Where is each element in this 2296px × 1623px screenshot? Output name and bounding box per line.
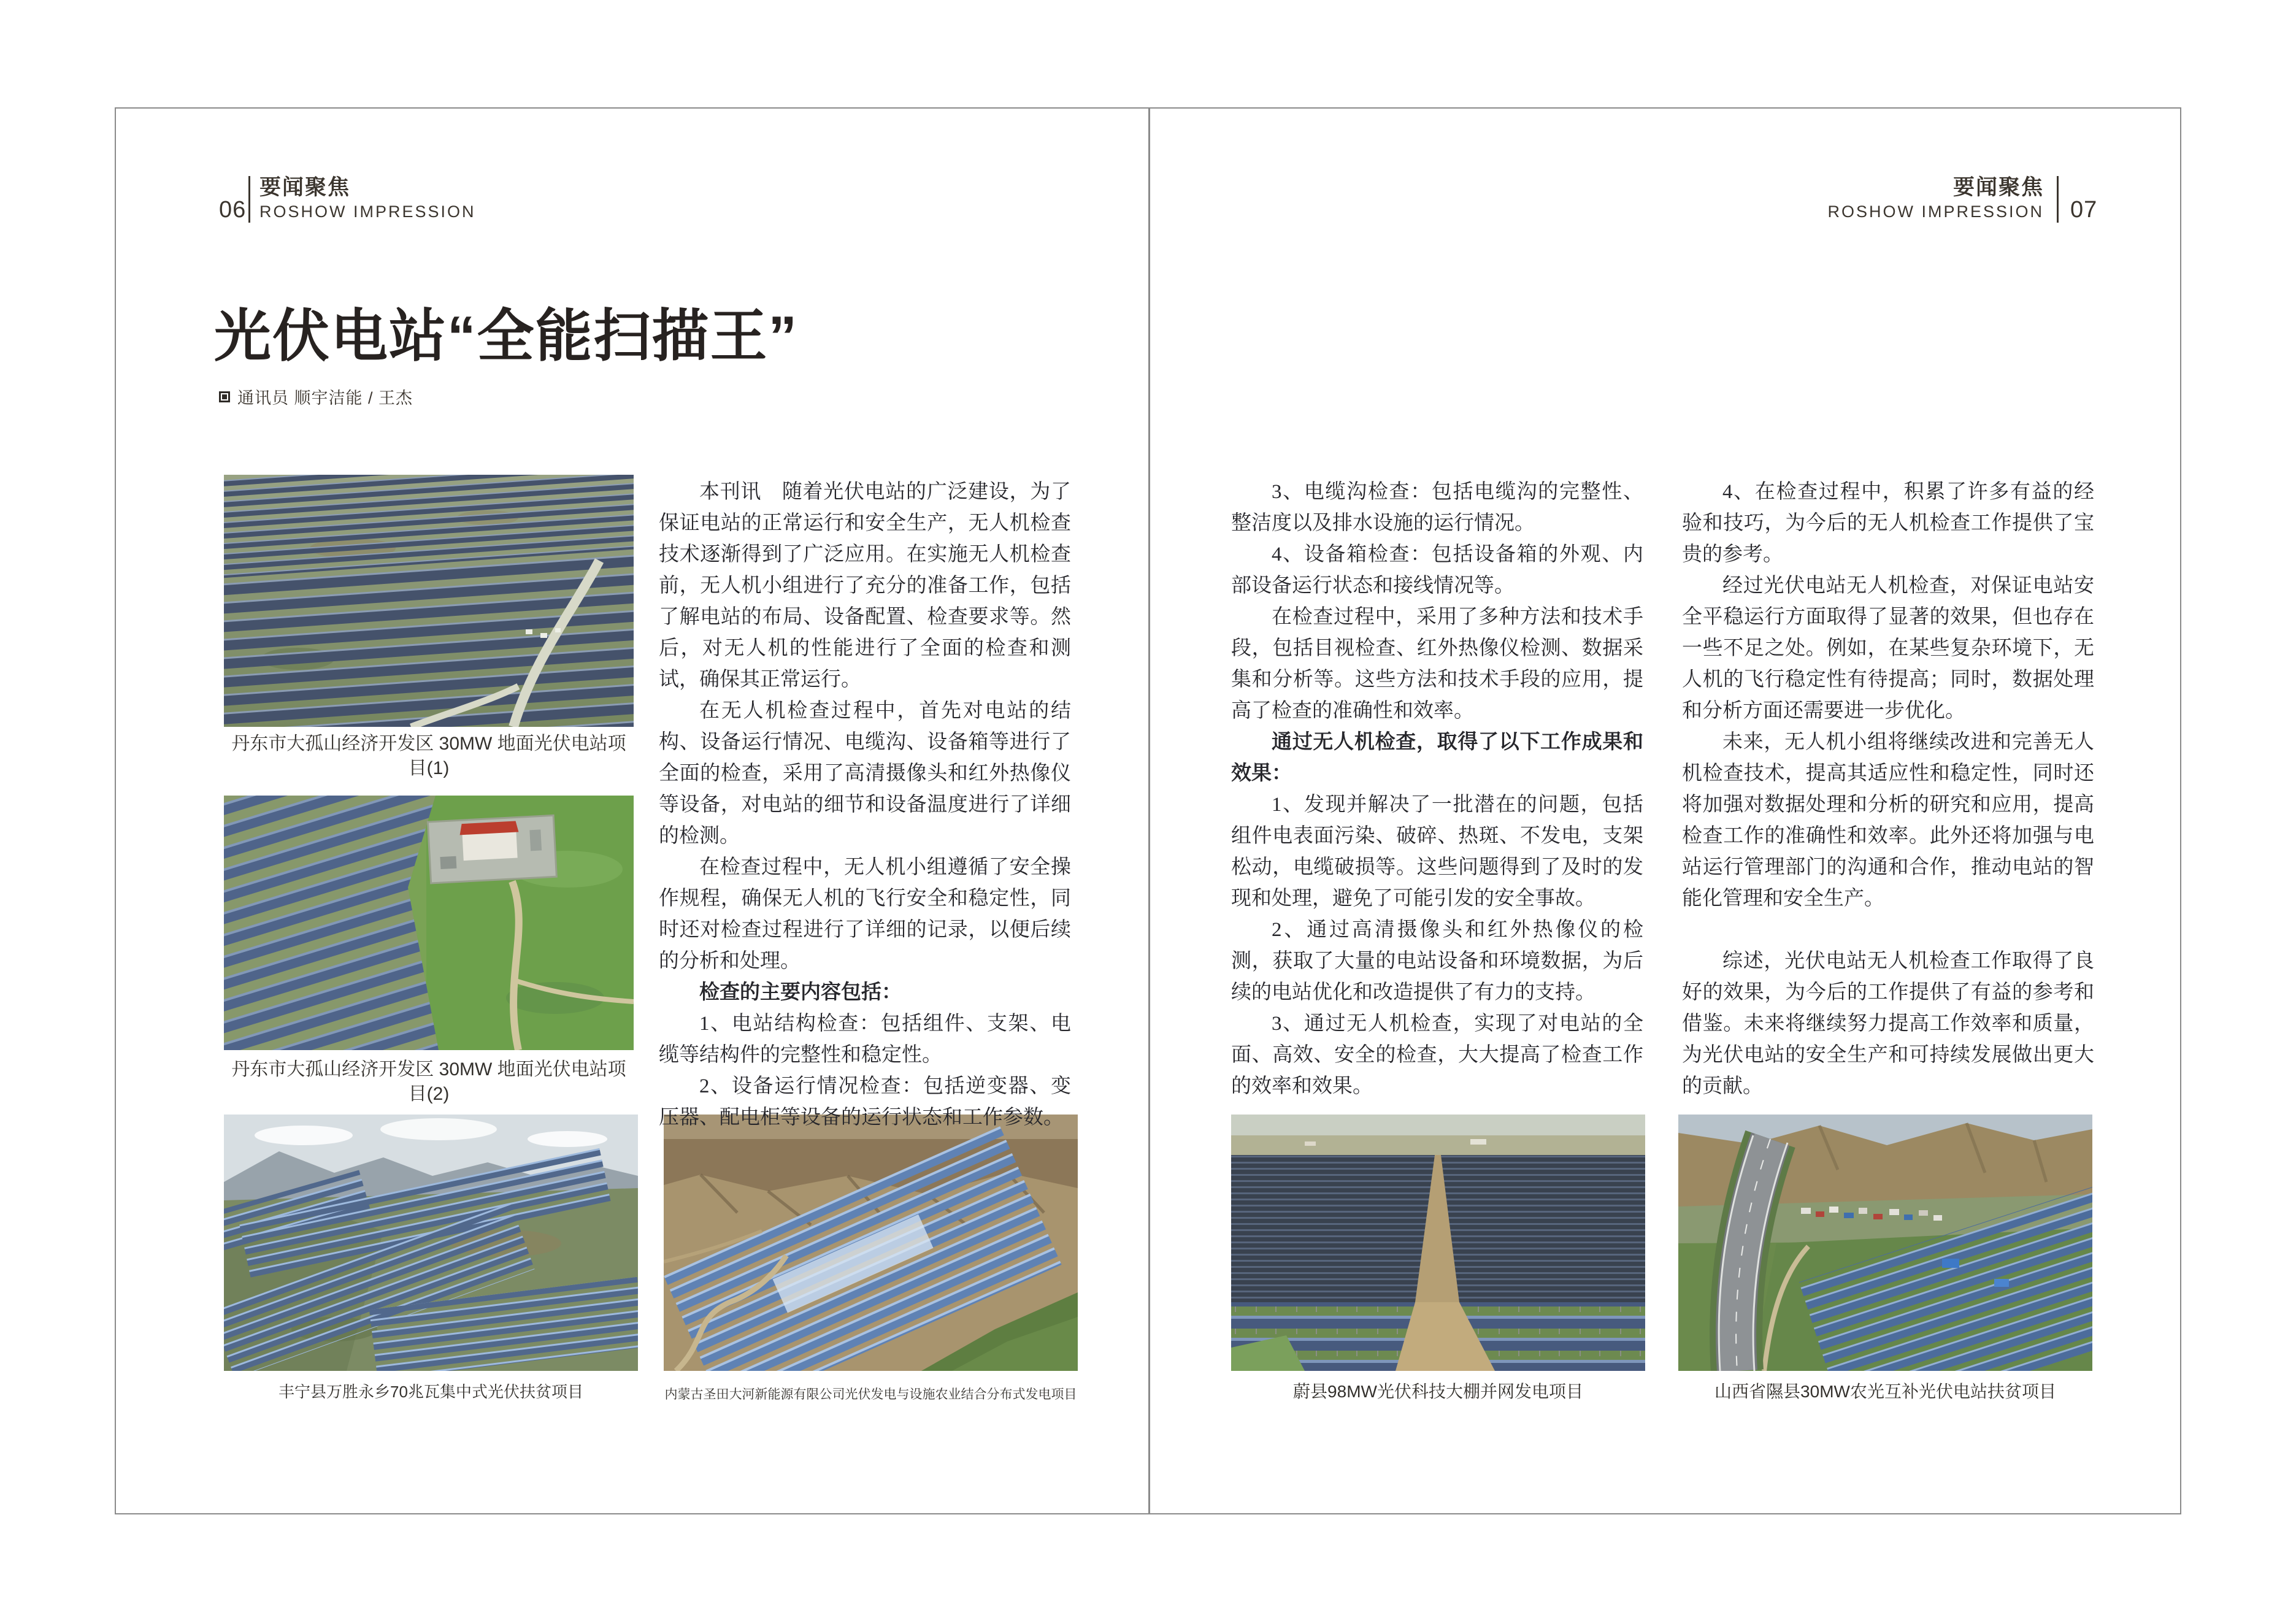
solar-farm-aerial-illustration — [224, 475, 634, 727]
paragraph: 3、通过无人机检查，实现了对电站的全面、高效、安全的检查，大大提高了检查工作的效率和效果。 — [1231, 1013, 1643, 1097]
right-section-title-cn: 要闻聚焦 — [1952, 175, 2044, 199]
paragraph: 1、电站结构检查：包括组件、支架、电缆等结构件的完整性和稳定性。 — [659, 1013, 1071, 1066]
paragraph: 在检查过程中，采用了多种方法和技术手段，包括目视检查、红外热像仪检测、数据采集和分析等。这些方法和技术手段的应用，提高了检查的准确性和效率。 — [1231, 606, 1643, 722]
paragraph-bold: 通过无人机检查，取得了以下工作成果和效果： — [1231, 731, 1643, 785]
paragraph-spacer — [1682, 915, 2094, 946]
byline — [219, 385, 413, 409]
paragraph: 未来，无人机小组将继续改进和完善无人机检查技术，提高其适应性和稳定性，同时还将加强对数据处理和分析的研究和应用，提高检查工作的准确性和效率。此外还将加强与电站运行管理部门的沟通和合作，推动电站的智能化管理和安全生产。 — [1682, 731, 2094, 910]
photo-caption: 山西省隰县30MW农光互补光伏电站扶贫项目 — [1714, 1382, 2056, 1401]
article-title: 光伏电站“全能扫描王” — [214, 304, 798, 368]
left-section-title-cn: 要闻聚焦 — [259, 175, 351, 199]
mountain-solar-farm-illustration — [224, 1115, 638, 1371]
left-section-title-en: ROSHOW IMPRESSION — [259, 202, 476, 221]
paragraph: 在无人机检查过程中，首先对电站的结构、设备运行情况、电缆沟、设备箱等进行了全面的检查，采用了高清摄像头和红外热像仪等设备，对电站的细节和设备温度进行了详细的检测。 — [659, 700, 1071, 847]
paragraph-bold: 检查的主要内容包括： — [699, 981, 902, 1003]
photo-neimenggu — [664, 1115, 1078, 1371]
highway-and-solar-farm-illustration — [1678, 1115, 2092, 1371]
paragraph: 3、电缆沟检查：包括电缆沟的完整性、整洁度以及排水设施的运行情况。 — [1231, 481, 1643, 534]
right-page-number: 07 — [2070, 197, 2098, 223]
left-article-column — [659, 477, 1071, 1129]
paragraph: 1、发现并解决了一批潜在的问题，包括组件电表面污染、破碎、热斑、不发电，支架松动，电缆破损等。这些问题得到了及时的发现和处理，避免了可能引发的安全事故。 — [1231, 794, 1643, 910]
photo-fengning — [224, 1115, 638, 1371]
photo-xixian — [1678, 1115, 2092, 1371]
paragraph: 在检查过程中，无人机小组遵循了安全操作规程，确保无人机的飞行安全和稳定性，同时还对检查过程进行了详细的记录，以便后续的分析和处理。 — [659, 856, 1071, 972]
photo-caption: 丹东市大孤山经济开发区 30MW 地面光伏电站项目(1) — [231, 734, 626, 778]
paragraph: 4、设备箱检查：包括设备箱的外观、内部设备运行状态和接线情况等。 — [1231, 543, 1643, 597]
photo-caption: 内蒙古圣田大河新能源有限公司光伏发电与设施农业结合分布式发电项目 — [664, 1387, 1077, 1402]
right-article-column-1 — [1231, 477, 1643, 1115]
page-divider — [1148, 109, 1150, 1513]
left-header-divider-bar — [248, 176, 250, 223]
greenhouse-solar-farm-illustration — [1231, 1115, 1645, 1371]
paragraph: 4、在检查过程中，积累了许多有益的经验和技巧，为今后的无人机检查工作提供了宝贵的参考。 — [1682, 481, 2094, 566]
paragraph: 经过光伏电站无人机检查，对保证电站安全平稳运行方面取得了显著的效果，但也存在一些不足之处。例如，在某些复杂环境下，无人机的飞行稳定性有待提高；同时，数据处理和分析方面还需要进一步优化。 — [1682, 575, 2094, 722]
right-section-title-en: ROSHOW IMPRESSION — [1827, 202, 2044, 221]
solar-farm-with-building-illustration — [224, 796, 634, 1050]
desert-solar-farm-illustration — [664, 1115, 1078, 1371]
right-article-column-2 — [1682, 477, 2094, 1115]
paragraph: 综述，光伏电站无人机检查工作取得了良好的效果，为今后的工作提供了有益的参考和借鉴。未来将继续努力提高工作效率和质量，为光伏电站的安全生产和可持续发展做出更大的贡献。 — [1682, 950, 2094, 1097]
square-bullet-icon — [219, 391, 230, 402]
paragraph: 2、通过高清摄像头和红外热像仪的检测，获取了大量的电站设备和环境数据，为后续的电站优化和改造提供了有力的支持。 — [1231, 919, 1643, 1003]
paragraph: 2、设备运行情况检查：包括逆变器、变压器、配电柜等设备的运行状态和工作参数。 — [659, 1075, 1071, 1129]
photo-dandong-2 — [224, 796, 634, 1050]
left-page-number: 06 — [219, 197, 247, 223]
photo-caption: 丰宁县万胜永乡70兆瓦集中式光伏扶贫项目 — [278, 1383, 583, 1401]
photo-caption: 蔚县98MW光伏科技大棚并网发电项目 — [1293, 1382, 1583, 1401]
byline-text: 通讯员 顺宇洁能 / 王杰 — [237, 389, 413, 407]
photo-caption: 丹东市大孤山经济开发区 30MW 地面光伏电站项目(2) — [231, 1059, 626, 1104]
photo-yuxian — [1231, 1115, 1645, 1371]
magazine-spread — [115, 107, 2181, 1514]
paragraph: 本刊讯 随着光伏电站的广泛建设，为了保证电站的正常运行和安全生产，无人机检查技术逐渐得到了广泛应用。在实施无人机检查前，无人机小组进行了充分的准备工作，包括了解电站的布局、设备配置、检查要求等。然后，对无人机的性能进行了全面的检查和测试，确保其正常运行。 — [659, 481, 1071, 691]
photo-dandong-1 — [224, 475, 634, 727]
right-header-divider-bar — [2057, 176, 2059, 223]
